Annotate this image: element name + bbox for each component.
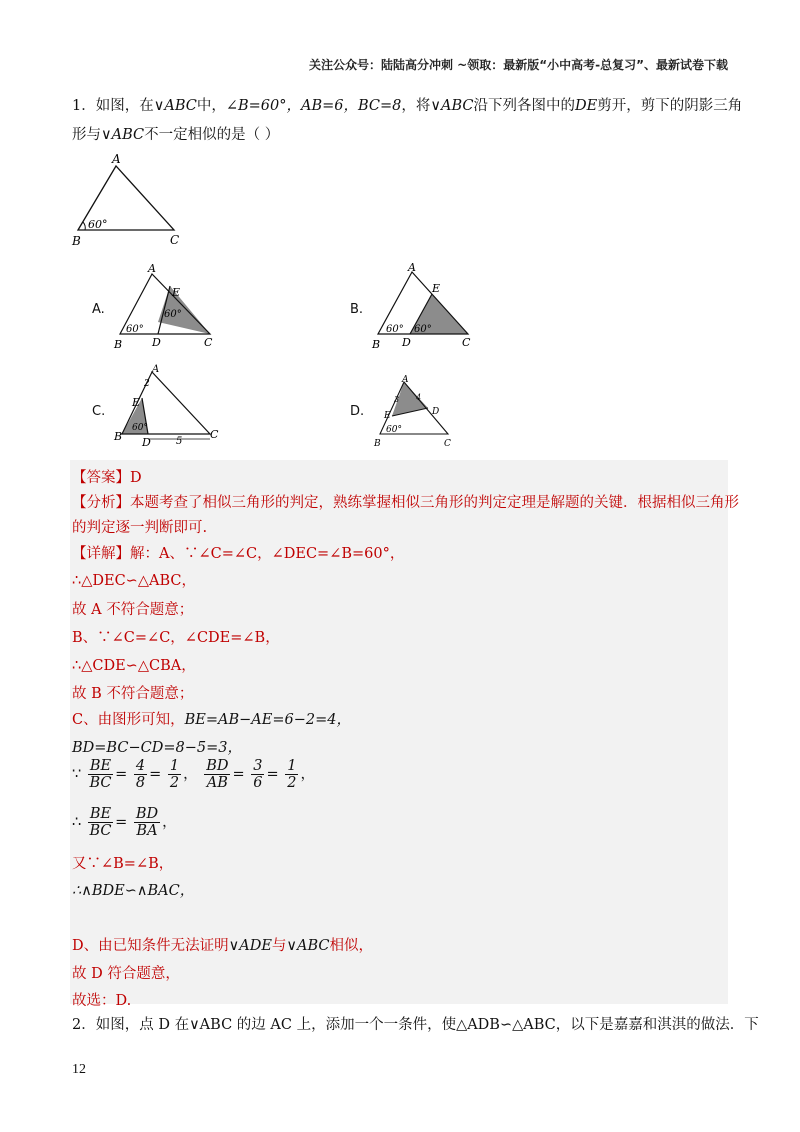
svg-text:60°: 60° [164,309,182,320]
svg-text:B: B [372,338,381,351]
detail-math: BE=AB−AE=6−2=4， [184,712,351,728]
svg-text:C: C [462,336,471,349]
svg-text:E: E [384,411,391,421]
svg-text:E: E [172,286,181,299]
detail-line: B、∵∠C=∠C，∠CDE=∠B， [72,630,280,646]
svg-text:B: B [374,439,381,449]
svg-text:E: E [132,396,141,409]
detail-line: BD=BC−CD=8−5=3， [72,740,242,756]
q1-text: 形与 [72,127,101,143]
detail-text: 与 [271,938,287,954]
option-c-label[interactable]: C. [92,404,106,419]
svg-text:4: 4 [416,393,422,402]
because-symbol: ∵ [72,766,82,783]
option-b-figure [370,262,480,352]
fraction: $\frac{BE}{BC}$ [89,758,112,791]
q1-conditions: ∠B=60°，AB=6，BC=8 [225,98,402,114]
q1-text: 不一定相似的是（ ） [144,127,280,143]
detail-line: 故 D 符合题意， [72,966,180,982]
label-a: A [112,152,121,166]
label-b: B [72,234,81,248]
option-d-label[interactable]: D. [350,404,365,419]
detail-text: 解：A、∵∠C=∠C，∠DEC=∠B=60°， [130,546,405,562]
q1-text: 中， [196,98,226,114]
svg-text:60°: 60° [386,425,402,435]
label-c: C [170,233,180,247]
detail-line: ∴△CDE∽△CBA， [72,658,196,674]
svg-text:E: E [432,282,441,295]
option-a-label[interactable]: A. [92,302,105,317]
question-2-line-1: 2．如图，点 D 在∨ABC 的边 AC 上，添加一个一条件，使△ADB∽△ABC，以下是嘉嘉和淇淇的做法．下 [72,1017,759,1033]
fraction: $\frac{BE}{BC}$ [89,806,112,839]
detail-line: 故 A 不符合题意； [72,602,194,618]
detail-line: 故 B 不符合题意； [72,686,194,702]
fraction-line-2: ∴ $\frac{BE}{BC}$ = $\frac{BD}{BA}$ ， [72,806,177,839]
q1-text: 剪开，剪下的阴影三角 [597,98,743,114]
detail-line: ∴∧BDE∽∧BAC， [72,883,195,899]
svg-text:A: A [408,262,416,274]
detail-text: C、由图形可知， [72,712,185,728]
fraction: $\frac{4}{8}$ [135,758,146,791]
page-header: 关注公众号：陆陆高分冲刺 ~领取：最新版“小中高考-总复习”、最新试卷下载 [309,58,728,72]
fraction: $\frac{3}{6}$ [253,758,263,791]
detail-line [72,708,351,729]
detail-math: ∨ABC [286,938,330,954]
svg-text:B: B [114,338,123,351]
svg-text:60°: 60° [126,324,144,335]
detail-line-a [72,542,404,563]
option-b-label[interactable]: B. [350,302,364,317]
analysis-line-1: 【分析】本题考查了相似三角形的判定，熟练掌握相似三角形的判定定理是解题的关键．根据相似三角形 [72,495,739,511]
detail-tag: 【详解】 [72,546,130,562]
q1-text: ，将 [401,98,431,114]
detail-line: ∴△DEC∽△ABC， [72,573,196,589]
therefore-symbol: ∴ [72,814,82,831]
svg-text:3: 3 [394,395,400,404]
q1-de: DE [575,98,598,114]
svg-text:C: C [204,336,213,349]
option-a-figure [112,262,222,352]
option-c-figure [112,364,222,450]
fraction: $\frac{BD}{BA}$ [135,806,159,839]
svg-text:C: C [210,428,219,441]
detail-line [72,934,373,955]
label-60: 60° [88,218,108,231]
detail-line: 故选：D. [72,993,132,1009]
svg-text:D: D [152,336,161,349]
svg-text:D: D [142,436,151,449]
question-1-line-2 [72,124,279,146]
answer-line: 【答案】D [72,470,142,486]
svg-text:60°: 60° [386,324,404,335]
analysis-line-2: 的判定逐一判断即可. [72,520,208,536]
svg-text:D: D [432,407,440,417]
svg-text:2: 2 [144,379,150,389]
q1-triangle: ∨ABC [101,127,145,143]
fraction: $\frac{1}{2}$ [287,758,297,791]
svg-text:60°: 60° [132,423,148,433]
detail-math: ∨ADE [228,938,272,954]
q1-text: 沿下列各图中的 [473,98,576,114]
option-d-figure [370,370,470,450]
q1-number: 1．如图，在 [72,98,154,114]
q1-triangle: ∨ABC [153,98,197,114]
svg-text:5: 5 [176,436,183,447]
svg-text:B: B [114,430,123,443]
detail-text: 相似， [329,938,374,954]
svg-text:60°: 60° [414,324,432,335]
question-1-line-1 [72,95,742,117]
detail-text: D、由已知条件无法证明 [72,938,229,954]
page-number: 12 [72,1062,86,1077]
svg-text:A: A [152,364,160,375]
fraction-line-1: ∵ $\frac{BE}{BC}$ = $\frac{4}{8}$ = $\frac{1}{2}$ ， $\frac{BD}{AB}$ = $\frac{3}{6}$ = $\frac{1}{2}$ ， [72,758,315,791]
fraction: $\frac{BD}{AB}$ [206,758,229,791]
detail-line: 又∵∠B=∠B， [72,856,174,872]
main-triangle-figure [70,152,190,250]
q1-triangle: ∨ABC [430,98,474,114]
svg-text:C: C [444,439,451,449]
svg-text:D: D [402,336,411,349]
svg-text:A: A [402,375,409,385]
fraction: $\frac{1}{2}$ [169,758,180,791]
svg-text:A: A [148,262,156,275]
